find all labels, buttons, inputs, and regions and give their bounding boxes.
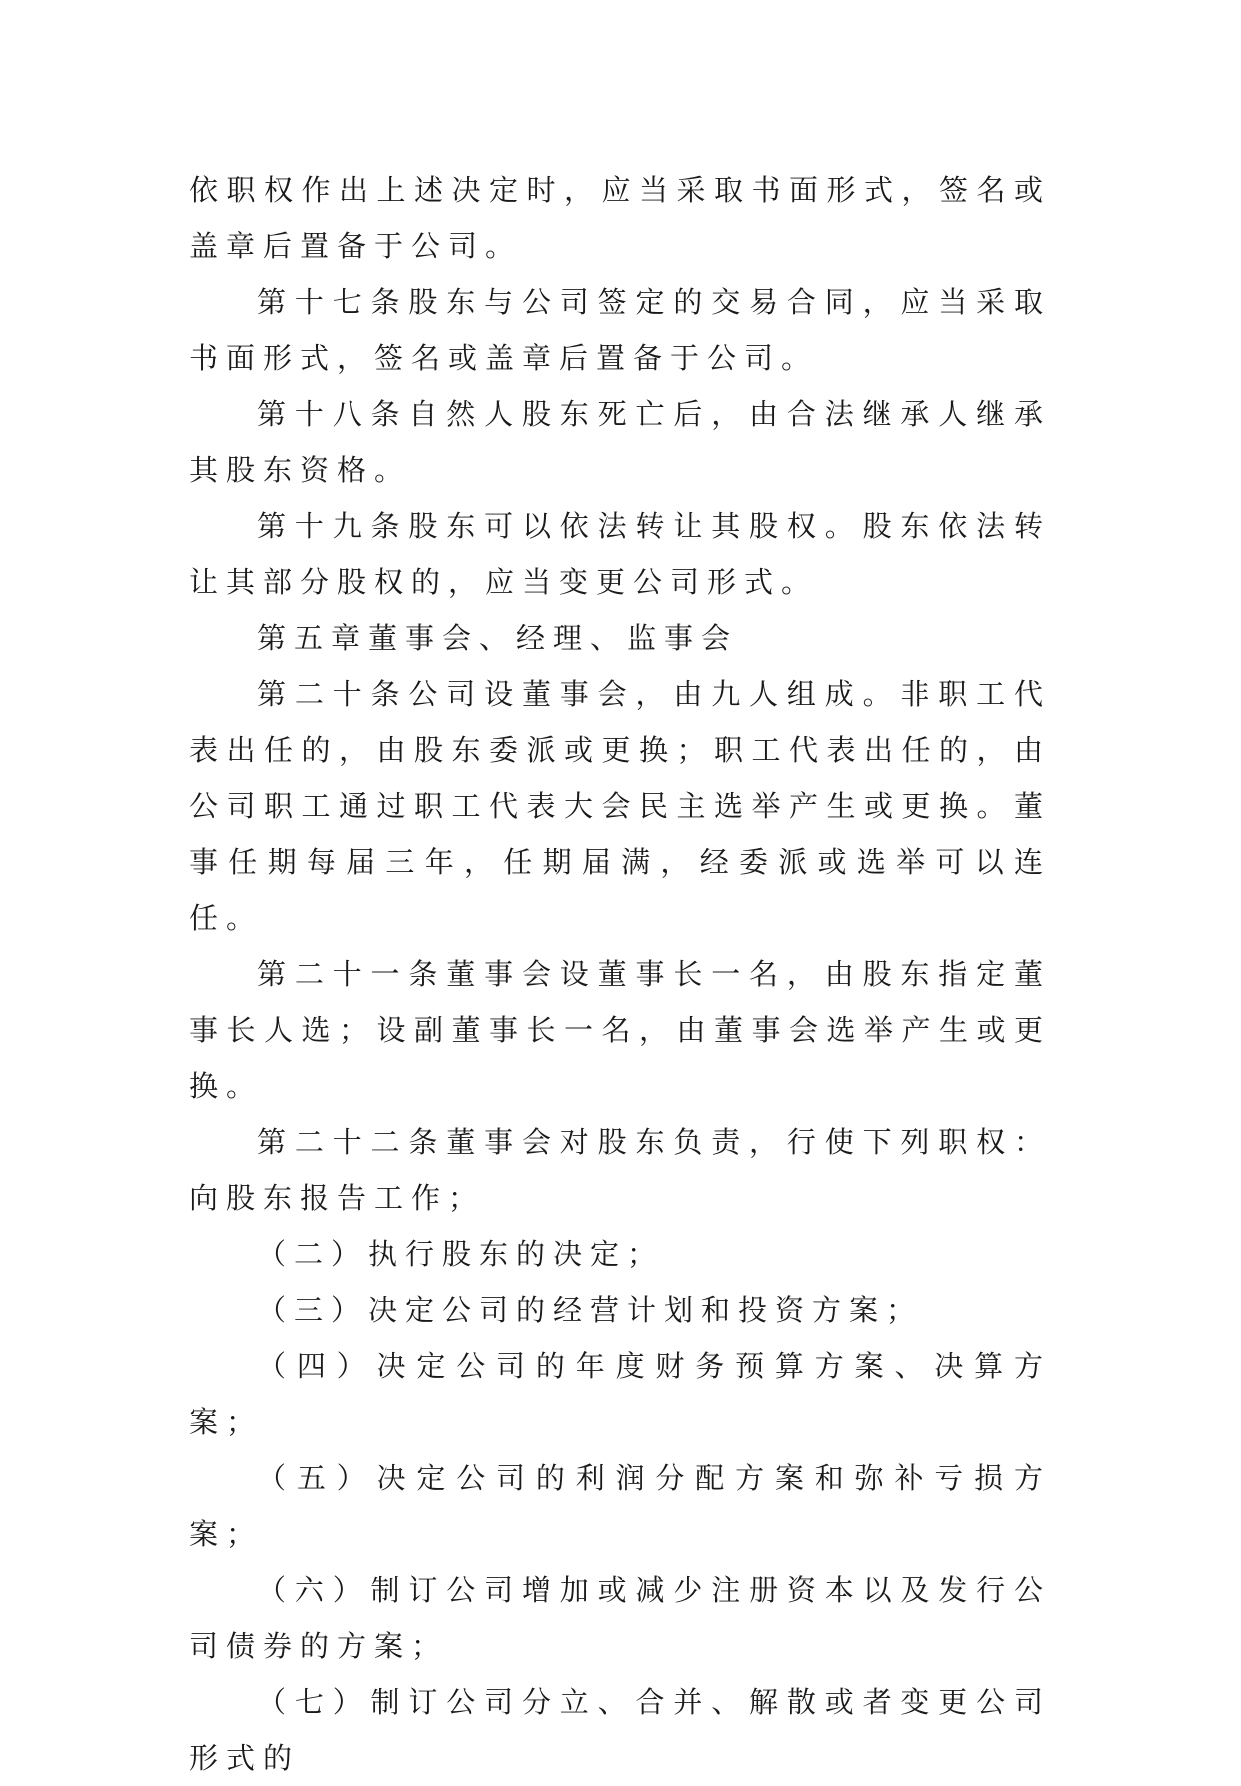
- list-item-4: （四）决定公司的年度财务预算方案、决算方案；: [189, 1349, 1051, 1439]
- list-item-2: （二）执行股东的决定；: [257, 1237, 665, 1271]
- paragraph-continuation: 依职权作出上述决定时，应当采取书面形式，签名或盖章后置备于公司。: [189, 173, 1051, 263]
- article-20: 第二十条公司设董事会，由九人组成。非职工代表出任的，由股东委派或更换；职工代表出任的，由公司职工通过职工代表大会民主选举产生或更换。董事任期每届三年，任期届满，经委派或选举可以连任。: [189, 677, 1051, 935]
- article-19: 第十九条股东可以依法转让其股权。股东依法转让其部分股权的，应当变更公司形式。: [189, 509, 1051, 599]
- list-item-5: （五）决定公司的利润分配方案和弥补亏损方案；: [189, 1461, 1051, 1551]
- article-17: 第十七条股东与公司签定的交易合同，应当采取书面形式，签名或盖章后置备于公司。: [189, 285, 1051, 375]
- list-item-3: （三）决定公司的经营计划和投资方案；: [257, 1293, 924, 1327]
- article-21: 第二十一条董事会设董事长一名，由股东指定董事长人选；设副董事长一名，由董事会选举产生或更换。: [189, 957, 1051, 1103]
- list-item-6: （六）制订公司增加或减少注册资本以及发行公司债券的方案；: [189, 1573, 1051, 1663]
- article-18: 第十八条自然人股东死亡后，由合法继承人继承其股东资格。: [189, 397, 1051, 487]
- list-item-7: （七）制订公司分立、合并、解散或者变更公司形式的: [189, 1685, 1051, 1775]
- article-22: 第二十二条董事会对股东负责，行使下列职权：向股东报告工作；: [189, 1125, 1051, 1215]
- document-body: [189, 162, 1051, 1786]
- chapter-5-heading: 第五章董事会、经理、监事会: [257, 621, 739, 655]
